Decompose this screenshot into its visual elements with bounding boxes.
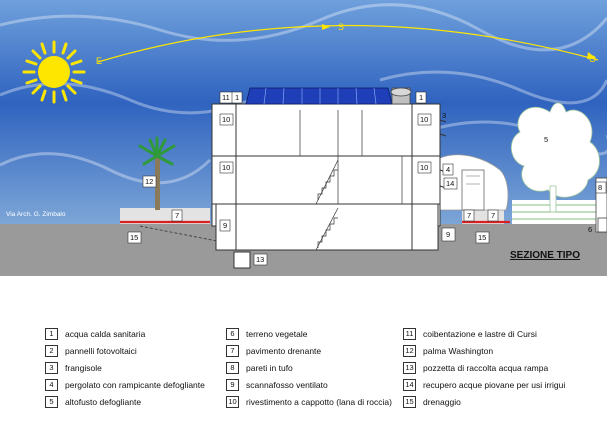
tag-6: 6 bbox=[588, 225, 593, 234]
tag-7-left: 7 bbox=[175, 211, 180, 220]
sun-icon bbox=[24, 42, 84, 102]
tag-12: 12 bbox=[145, 177, 154, 186]
tag-10-top-right: 10 bbox=[420, 115, 429, 124]
section-title: SEZIONE TIPO bbox=[510, 250, 581, 261]
tag-10-mid-left: 10 bbox=[222, 163, 231, 172]
tag-10-top-left: 10 bbox=[222, 115, 231, 124]
legend-item: 13 pozzetta di raccolta acqua rampa bbox=[403, 359, 565, 376]
legend-item: 10 rivestimento a cappotto (lana di roccia) bbox=[226, 393, 392, 410]
legend-column-1 bbox=[45, 325, 205, 410]
tag-13: 13 bbox=[256, 255, 265, 264]
legend-item: 4 pergolato con rampicante defogliante bbox=[45, 376, 205, 393]
legend-item: 5 altofusto defogliante bbox=[45, 393, 205, 410]
boundary-post bbox=[598, 218, 607, 232]
tag-7-mid: 7 bbox=[467, 211, 472, 220]
tag-1-right: 1 bbox=[419, 93, 424, 102]
tag-9-left: 9 bbox=[223, 221, 228, 230]
tag-11-roof: 11 bbox=[222, 93, 230, 102]
building-section bbox=[212, 104, 440, 268]
legend-item: 7 pavimento drenante bbox=[226, 342, 392, 359]
tag-1-left: 1 bbox=[235, 93, 240, 102]
tag-7-right: 7 bbox=[491, 211, 496, 220]
tag-3: 3 bbox=[442, 111, 447, 120]
legend-item: 11 coibentazione e lastre di Cursi bbox=[403, 325, 565, 342]
tag-15-right: 15 bbox=[478, 233, 487, 242]
solar-water-heater bbox=[391, 88, 411, 104]
legend-item: 2 pannelli fotovoltaici bbox=[45, 342, 205, 359]
basement bbox=[216, 204, 438, 250]
tag-5: 5 bbox=[544, 135, 549, 144]
legend-item: 6 terreno vegetale bbox=[226, 325, 392, 342]
legend-item: 9 scannafosso ventilato bbox=[226, 376, 392, 393]
legend-column-3 bbox=[403, 325, 565, 410]
tag-8: 8 bbox=[598, 183, 603, 192]
legend-item: 14 recupero acque piovane per usi irrigui bbox=[403, 376, 565, 393]
compass-west: O bbox=[589, 54, 597, 64]
tag-4: 4 bbox=[446, 165, 451, 174]
solar-panels bbox=[246, 88, 392, 104]
tag-15-left: 15 bbox=[130, 233, 139, 242]
legend-item: 12 palma Washington bbox=[403, 342, 565, 359]
compass-south: S bbox=[338, 22, 345, 32]
tag-14: 14 bbox=[446, 179, 455, 188]
tag-10-mid-right: 10 bbox=[420, 163, 429, 172]
legend-item: 1 acqua calda sanitaria bbox=[45, 325, 205, 342]
legend-column-2 bbox=[226, 325, 392, 410]
legend-item: 15 drenaggio bbox=[403, 393, 565, 410]
compass-east: E bbox=[96, 56, 103, 66]
legend-item: 8 pareti in tufo bbox=[226, 359, 392, 376]
tag-9-right: 9 bbox=[446, 230, 451, 239]
street-label: Via Arch. G. Zimbalo bbox=[6, 211, 66, 218]
legend bbox=[0, 325, 607, 421]
legend-item: 3 frangisole bbox=[45, 359, 205, 376]
ramp-well bbox=[234, 252, 250, 268]
